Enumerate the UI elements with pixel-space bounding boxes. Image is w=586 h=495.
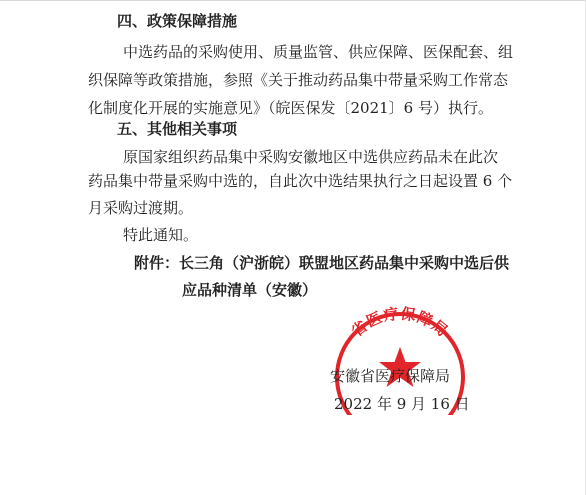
attachment-line-1: 附件：长三角（沪浙皖）联盟地区药品集中采购中选后供 <box>134 254 510 272</box>
svg-text:省医疗保障局: 省医疗保障局 <box>347 305 453 341</box>
section-4-line-1: 中选药品的采购使用、质量监管、供应保障、医保配套、组 <box>123 43 514 61</box>
section-4-line-3: 化制度化开展的实施意见》（皖医保发〔2021〕6 号）执行。 <box>88 99 493 117</box>
section-4-line-2: 织保障等政策措施，参照《关于推动药品集中带量采购工作常态 <box>88 71 509 89</box>
section-5-line-1: 原国家组织药品集中采购安徽地区中选供应药品未在此次 <box>123 148 499 166</box>
signature-org: 安徽省医疗保障局 <box>330 367 451 385</box>
attachment-line-2: 应品种清单（安徽） <box>182 281 318 299</box>
section-5-line-3: 月采购过渡期。 <box>88 199 194 217</box>
signature-date: 2022 年 9 月 16 日 <box>334 395 470 413</box>
closing-notice: 特此通知。 <box>123 226 199 244</box>
section-5-heading: 五、其他相关事项 <box>117 120 238 138</box>
section-4-heading: 四、政策保障措施 <box>117 12 238 30</box>
section-5-line-2: 药品集中带量采购中选的，自此次中选结果执行之日起设置 6 个 <box>88 172 513 190</box>
